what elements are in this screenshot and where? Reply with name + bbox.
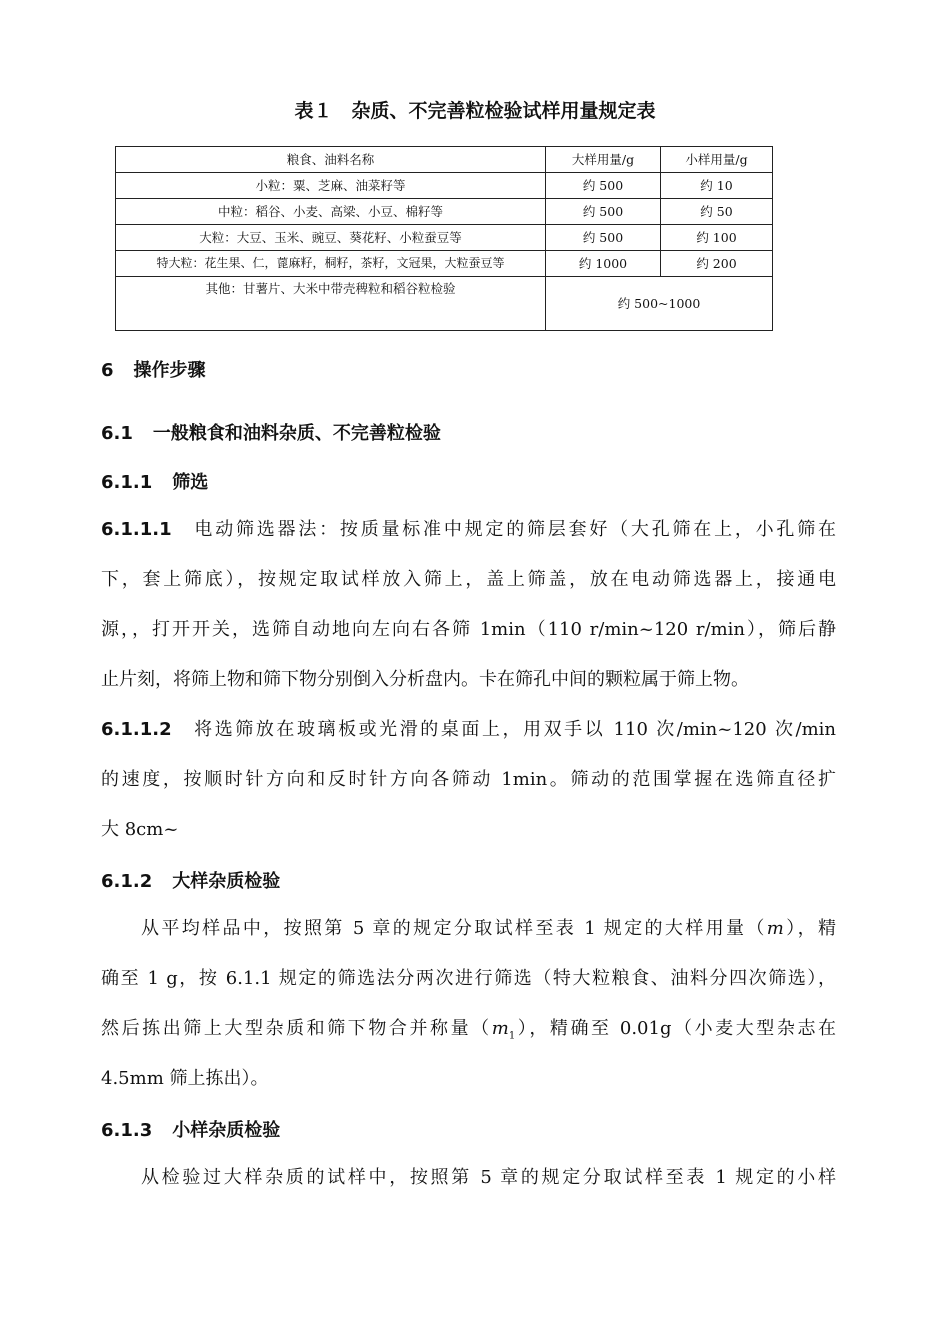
paragraph-line	[101, 505, 836, 555]
table-cell: 大粒：大豆、玉米、豌豆、葵花籽、小粒蚕豆等	[116, 225, 546, 251]
section-6-1-heading	[101, 419, 441, 445]
header-cell: 小样用量/g	[661, 147, 773, 173]
table-cell: 约 500	[546, 199, 661, 225]
table-row-other	[116, 277, 773, 331]
paragraph-line: 大 8cm~	[101, 819, 179, 840]
paragraph-line	[101, 904, 836, 954]
paragraph-line	[101, 1004, 836, 1054]
table-cell-merged: 约 500~1000	[546, 277, 773, 331]
clause-number: 6.1.1.2	[101, 719, 172, 740]
table-cell: 约 100	[661, 225, 773, 251]
clause-number: 6.1.1.1	[101, 519, 172, 540]
section-number: 6	[101, 360, 114, 381]
table-row	[116, 199, 773, 225]
paragraph-line: 的速度，按顺时针方向和反时针方向各筛动 1min。筛动的范围掌握在选筛直径扩	[101, 769, 836, 790]
table-title: 表１ 杂质、不完善粒检验试样用量规定表	[294, 100, 656, 122]
section-6-1-2-heading	[101, 867, 280, 893]
table-cell: 其他：甘薯片、大米中带壳稗粒和稻谷粒检验	[116, 277, 546, 331]
section-number: 6.1.3	[101, 1120, 153, 1141]
table-cell: 小粒：粟、芝麻、油菜籽等	[116, 173, 546, 199]
section-number: 6.1	[101, 423, 133, 444]
table-cell: 约 50	[661, 199, 773, 225]
table-cell: 约 500	[546, 173, 661, 199]
section-number: 6.1.1	[101, 472, 153, 493]
header-cell: 大样用量/g	[546, 147, 661, 173]
table-row	[116, 173, 773, 199]
table-cell: 约 200	[661, 251, 773, 277]
header-cell: 粮食、油料名称	[116, 147, 546, 173]
line-text: 然后拣出筛上大型杂质和筛下物合并称量（	[101, 1018, 492, 1039]
paragraph-6-1-2	[101, 904, 836, 1104]
table-header-row	[116, 147, 773, 173]
section-title: 大样杂质检验	[172, 871, 281, 892]
section-6-heading	[101, 356, 206, 382]
paragraph-line: 4.5mm 筛上拣出）。	[101, 1068, 269, 1089]
sample-quantity-table	[115, 146, 773, 331]
line-text: ），精	[783, 918, 836, 939]
paragraph-line: 从检验过大样杂质的试样中，按照第 5 章的规定分取试样至表 1 规定的小样	[141, 1167, 836, 1188]
section-6-1-1-heading	[101, 468, 208, 494]
line-text: 将选筛放在玻璃板或光滑的桌面上，用双手以 110 次/min~120 次/min	[191, 719, 836, 740]
paragraph-6-1-1-2	[101, 705, 836, 855]
line-text: 从平均样品中，按照第 5 章的规定分取试样至表 1 规定的大样用量（	[141, 918, 767, 939]
variable-subscript: 1	[508, 1030, 516, 1042]
paragraph-6-1-1-1	[101, 505, 836, 705]
paragraph-line: 确至 1 g，按 6.1.1 规定的筛选法分两次进行筛选（特大粒粮食、油料分四次筛选），	[101, 968, 836, 989]
paragraph-line: 止片刻，将筛上物和筛下物分别倒入分析盘内。卡在筛孔中间的颗粒属于筛上物。	[101, 669, 749, 690]
section-6-1-3-heading	[101, 1116, 280, 1142]
paragraph-line: 下，套上筛底），按规定取试样放入筛上，盖上筛盖，放在电动筛选器上，接通电	[101, 569, 836, 590]
paragraph-line	[101, 705, 836, 755]
table-cell: 特大粒：花生果、仁，蓖麻籽，桐籽，茶籽，文冠果，大粒蚕豆等	[116, 251, 546, 277]
table-cell: 约 1000	[546, 251, 661, 277]
variable-m1: m	[491, 1018, 509, 1039]
table-row	[116, 251, 773, 277]
paragraph-6-1-3	[101, 1153, 836, 1203]
table-cell: 约 500	[546, 225, 661, 251]
section-title: 小样杂质检验	[172, 1120, 281, 1141]
line-text: 电动筛选器法：按质量标准中规定的筛层套好（大孔筛在上，小孔筛在	[191, 519, 836, 540]
table-cell: 约 10	[661, 173, 773, 199]
variable-m: m	[766, 918, 784, 939]
line-text: ），精确至 0.01g（小麦大型杂志在	[515, 1018, 837, 1039]
section-title: 操作步骤	[133, 360, 206, 381]
paragraph-line: 源，，打开开关，选筛自动地向左向右各筛 1min（110 r/min~120 r/min），筛后静	[101, 619, 836, 640]
table-row	[116, 225, 773, 251]
section-title: 一般粮食和油料杂质、不完善粒检验	[152, 423, 441, 444]
section-number: 6.1.2	[101, 871, 153, 892]
table-cell: 中粒：稻谷、小麦、高梁、小豆、棉籽等	[116, 199, 546, 225]
section-title: 筛选	[172, 472, 209, 493]
